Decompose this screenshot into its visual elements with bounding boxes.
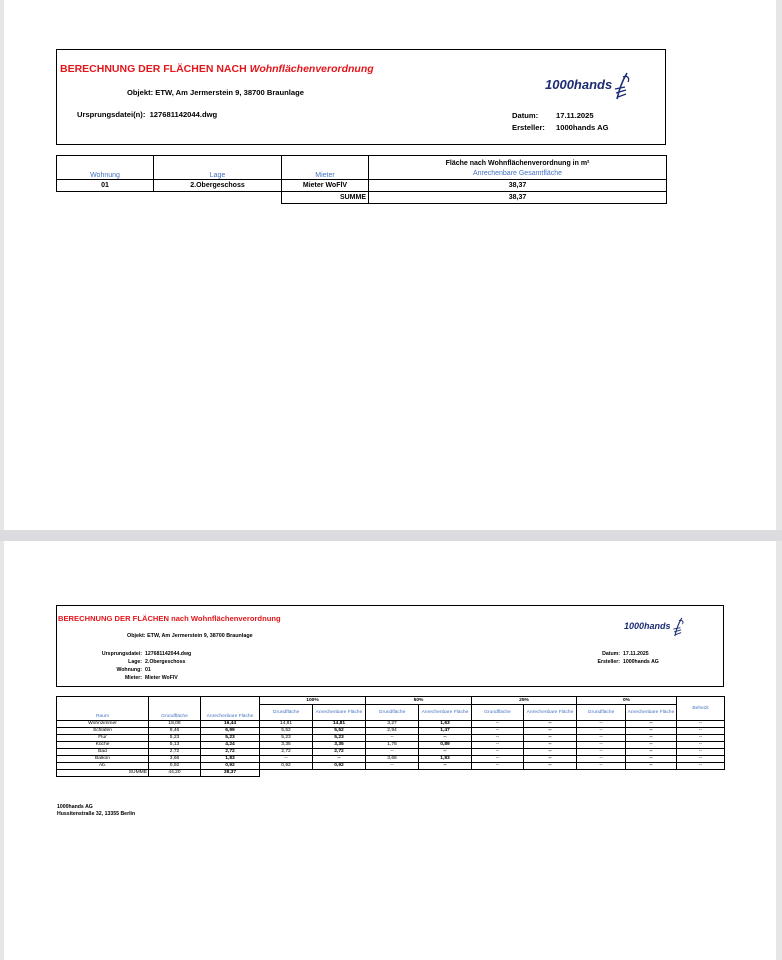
footer-address: 1000hands AG Hussitenstraße 32, 13355 Berlin bbox=[57, 804, 136, 817]
col-gesamt: Anrechenbare Gesamtfläche bbox=[369, 168, 667, 180]
company-logo: 1000hands bbox=[624, 621, 671, 631]
group-50: 50% bbox=[366, 697, 472, 705]
document-page-2 bbox=[4, 541, 776, 960]
summe-row: SUMME 38,37 bbox=[57, 192, 667, 204]
table-row: Balkon 3,66 1,83 -- -- 3,66 1,83 -- -- -- -- -- bbox=[57, 756, 725, 763]
company-logo: 1000hands bbox=[545, 77, 612, 92]
table-row: Schlafen 8,46 6,99 5,52 5,52 2,94 1,47 -- -- -- -- -- bbox=[57, 728, 725, 735]
rooms-table: Raum Grundfläche Anrechenbare Fläche 100% 50% 25% 0% Beheizt Grundfläche Anrechenbare Fläche Grundfläche Anrechenbare Fläche Grundfläche Anrechenbare Fläche Grundfläche Anrechenbare Fläche Wohnzimmer 18,08 16,44 14,81 14,81 3,27 1,63 -- -- -- -- -- Schlafen 8,46 6,99 5,52 5,52 2,94 1,47 -- -- -- -- -- Flur 5,23 5,23 5,23 5,23 -- -- -- -- -- -- -- Küche 5,13 4,24 3,35 3,35 1,78 0,89 -- -- -- -- -- Bad 2,72 2,72 2,72 2,72 -- -- -- -- -- -- -- Balkon 3,66 1,83 -- -- 3,66 1,83 -- -- -- -- -- Ab. 0,92 0,92 0,92 0,92 -- -- -- -- -- -- -- SUMME 44,20 38,37 bbox=[56, 696, 725, 777]
col-main-header: Fläche nach Wohnflächenverordnung in m² bbox=[369, 156, 667, 168]
hand-icon bbox=[613, 69, 633, 103]
col-grundflaeche: Grundfläche bbox=[149, 697, 201, 721]
col-mieter: Mieter bbox=[282, 156, 369, 180]
summe-row: SUMME 44,20 38,37 bbox=[57, 770, 725, 777]
table-row: Ab. 0,92 0,92 0,92 0,92 -- -- -- -- -- -- -- bbox=[57, 763, 725, 770]
header-box bbox=[56, 49, 666, 145]
page-title: BERECHNUNG DER FLÄCHEN nach Wohnflächenverordnung bbox=[58, 614, 281, 623]
col-wohnung: Wohnung bbox=[57, 156, 154, 180]
table-header-row bbox=[57, 156, 667, 168]
source-file-line: Ursprungsdatei(n): 127681142044.dwg bbox=[77, 110, 218, 119]
page-title: BERECHNUNG DER FLÄCHEN NACH Wohnflächenverordnung bbox=[60, 63, 374, 75]
table-row: 01 2.Obergeschoss Mieter WoFlV 38,37 bbox=[57, 180, 667, 192]
col-anrechenbar: Anrechenbare Fläche bbox=[201, 697, 260, 721]
page-gap bbox=[0, 530, 782, 541]
table-row: Küche 5,13 4,24 3,35 3,35 1,78 0,89 -- -- -- -- -- bbox=[57, 742, 725, 749]
objekt-line: Objekt: ETW, Am Jermerstein 9, 38700 Braunlage bbox=[127, 88, 304, 97]
col-beheizt: Beheizt bbox=[677, 697, 725, 721]
table-row: Bad 2,72 2,72 2,72 2,72 -- -- -- -- -- -- -- bbox=[57, 749, 725, 756]
group-100: 100% bbox=[260, 697, 366, 705]
header-box bbox=[56, 605, 724, 687]
hand-icon bbox=[672, 615, 686, 639]
right-meta: Datum: 17.11.2025 Ersteller: 1000hands AG bbox=[597, 651, 659, 665]
document-page-1 bbox=[4, 0, 776, 530]
objekt-line: Objekt: ETW, Am Jermerstein 9, 38700 Braunlage bbox=[127, 633, 253, 639]
col-lage: Lage bbox=[154, 156, 282, 180]
group-25: 25% bbox=[472, 697, 577, 705]
left-meta: Ursprungsdatei: 127681142044.dwg Lage: 2.Obergeschoss Wohnung: 01 Mieter: Mieter WoFlV bbox=[101, 651, 192, 681]
group-0: 0% bbox=[577, 697, 677, 705]
col-raum: Raum bbox=[57, 697, 149, 721]
table-row: Flur 5,23 5,23 5,23 5,23 -- -- -- -- -- -- -- bbox=[57, 735, 725, 742]
summary-table bbox=[56, 155, 667, 204]
table-row: Wohnzimmer 18,08 16,44 14,81 14,81 3,27 1,63 -- -- -- -- -- bbox=[57, 721, 725, 728]
meta-block: Datum: 17.11.2025 Ersteller: 1000hands AG bbox=[512, 111, 609, 132]
